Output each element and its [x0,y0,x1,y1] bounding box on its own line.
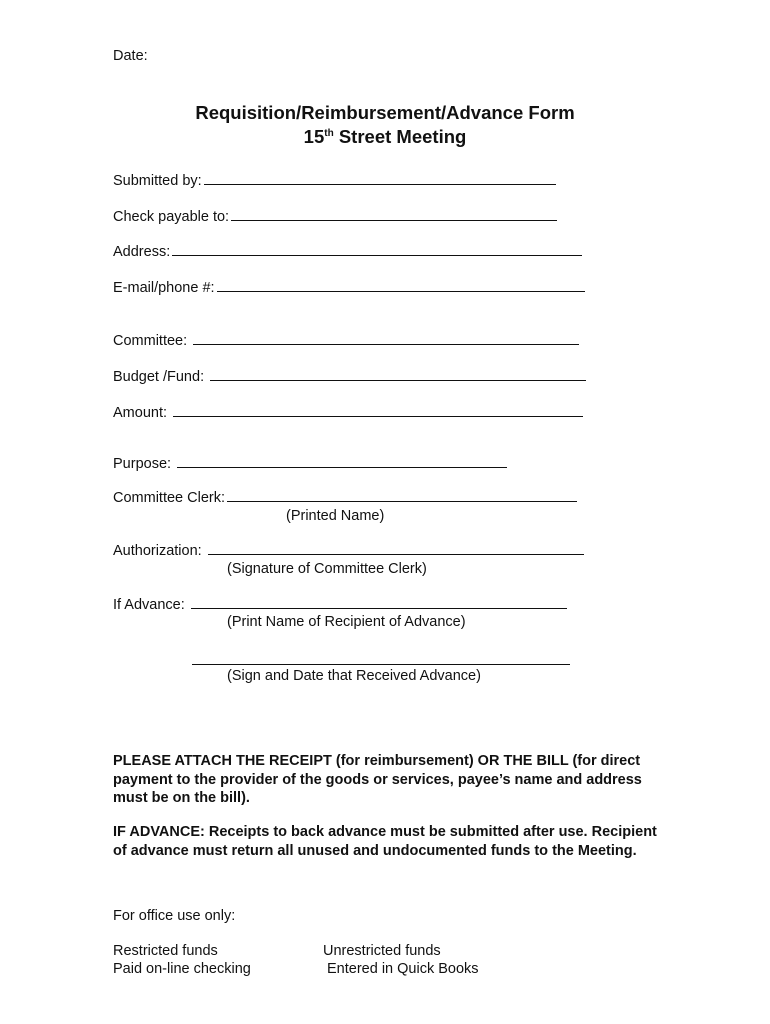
entered-quickbooks: Entered in Quick Books [327,961,479,977]
submitted-by-field[interactable] [113,174,556,189]
authorization-line[interactable] [208,553,584,555]
if-advance-notice: IF ADVANCE: Receipts to back advance must be submitted after use. Recipient of advance must return all unused and undocumented funds to the Meeting. [113,824,657,859]
date-label: Date: [113,48,148,64]
check-payable-field[interactable] [113,210,557,225]
budget-fund-line[interactable] [210,379,586,381]
authorization-label: Authorization: [113,543,202,559]
committee-clerk-line[interactable] [227,500,577,502]
recipient-hint: (Print Name of Recipient of Advance) [227,614,466,630]
budget-fund-label: Budget /Fund: [113,369,205,385]
check-payable-line[interactable] [231,219,557,221]
form-title: Requisition/Reimbursement/Advance Form [195,102,575,123]
check-payable-label: Check payable to: [113,209,230,225]
paid-online-checking: Paid on-line checking [113,961,251,977]
unrestricted-funds: Unrestricted funds [323,943,441,959]
address-line[interactable] [172,254,582,256]
subtitle-text: Street Meeting [333,126,467,147]
amount-label: Amount: [113,405,167,421]
restricted-funds: Restricted funds [113,943,218,959]
purpose-line[interactable] [177,466,507,468]
attach-receipt-notice: PLEASE ATTACH THE RECEIPT (for reimbursement) OR THE BILL (for direct payment to the provider of the goods or services, payee’s name and address must be on the bill). [113,753,642,806]
if-advance-label: If Advance: [113,597,185,613]
submitted-by-line[interactable] [204,183,556,185]
form-subtitle [0,128,770,147]
if-advance-field[interactable] [113,598,567,613]
if-advance-line[interactable] [191,607,567,609]
amount-field[interactable] [113,406,583,421]
committee-line[interactable] [193,343,579,345]
committee-clerk-field[interactable] [113,491,577,506]
committee-label: Committee: [113,333,188,349]
committee-clerk-label: Committee Clerk: [113,490,225,506]
printed-name-hint: (Printed Name) [286,508,385,524]
authorization-field[interactable] [113,544,584,559]
signature-hint: (Signature of Committee Clerk) [227,561,427,577]
office-use-heading: For office use only: [113,908,236,924]
amount-line[interactable] [173,415,583,417]
sign-date-line[interactable] [192,664,570,665]
email-phone-line[interactable] [217,290,585,292]
subtitle-number: 15 [303,126,325,147]
purpose-field[interactable] [113,457,507,472]
submitted-by-label: Submitted by: [113,173,202,189]
address-label: Address: [113,244,171,260]
sign-date-hint: (Sign and Date that Received Advance) [227,668,481,684]
address-field[interactable] [113,245,582,260]
email-phone-label: E-mail/phone #: [113,280,215,296]
email-phone-field[interactable] [113,281,585,296]
subtitle-suffix: th [324,127,334,139]
purpose-label: Purpose: [113,456,172,472]
committee-field[interactable] [113,334,579,349]
budget-fund-field[interactable] [113,370,586,385]
